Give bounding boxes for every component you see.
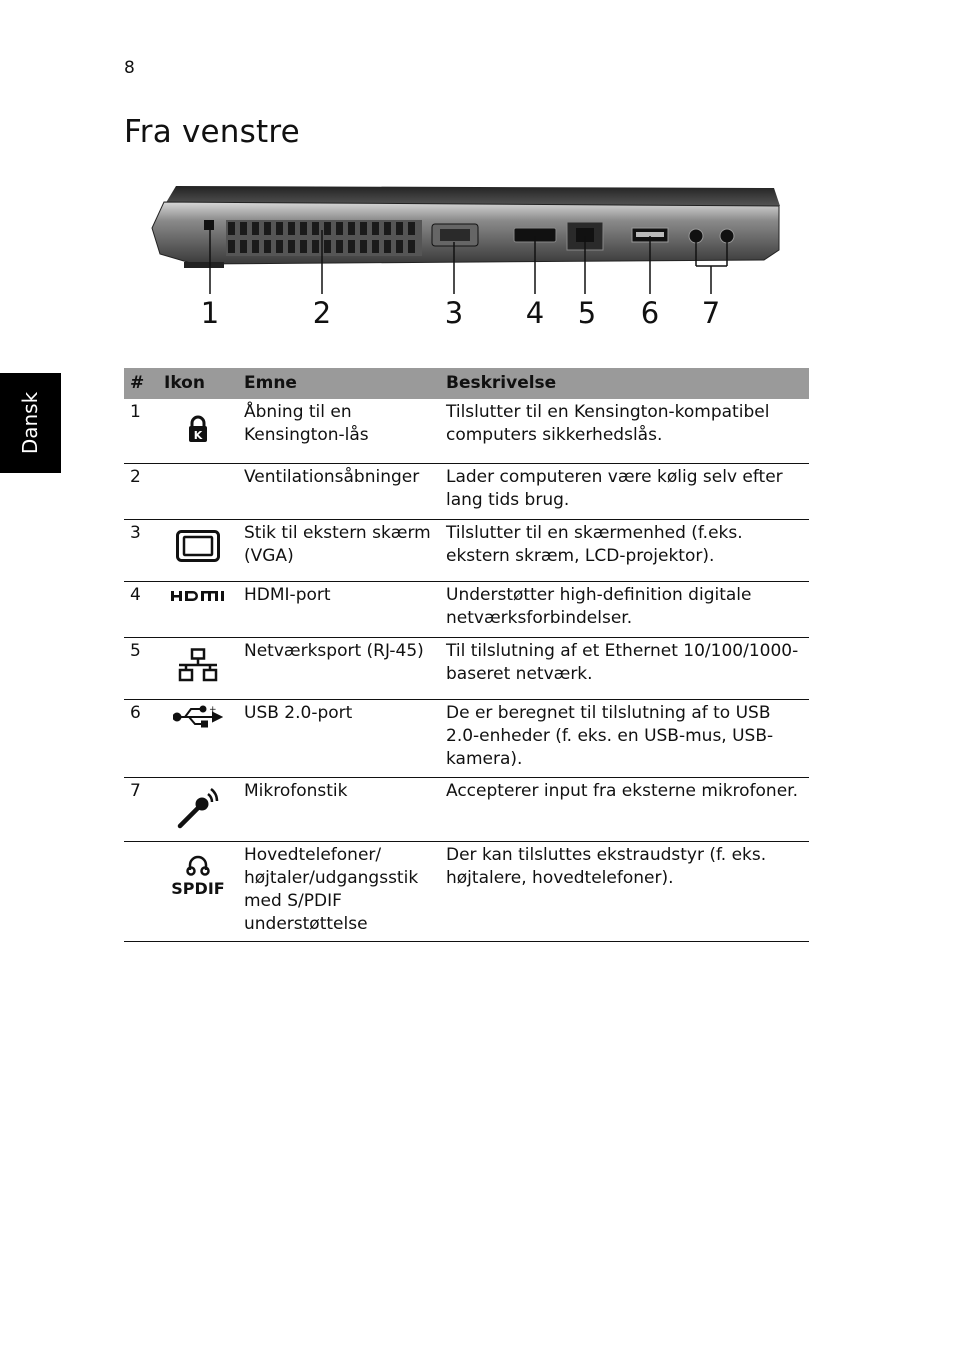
- row-num: 2: [124, 463, 158, 519]
- laptop-side-illustration: [124, 176, 814, 296]
- callout-7: 7: [701, 296, 721, 330]
- row-description: De er beregnet til tilslutning af to USB 2.0-enheder (f. eks. en USB-mus, USB-kamera).: [440, 699, 809, 777]
- table-row: [124, 699, 809, 777]
- callout-5: 5: [577, 296, 597, 330]
- callout-4: 4: [525, 296, 545, 330]
- microphone-icon: [176, 786, 220, 830]
- row-description: Accepterer input fra eksterne mikrofoner.: [440, 777, 809, 841]
- row-num: 6: [124, 699, 158, 777]
- row-item: Stik til ekstern skærm (VGA): [238, 519, 440, 581]
- row-description: Understøtter high-definition digitale netværksforbindelser.: [440, 581, 809, 637]
- table-row: [124, 637, 809, 699]
- row-item: HDMI-port: [238, 581, 440, 637]
- ports-table: [124, 368, 809, 942]
- headphone-spdif-icon: [164, 854, 232, 897]
- page-title: Fra venstre: [124, 114, 300, 150]
- row-num: 4: [124, 581, 158, 637]
- table-row: [124, 519, 809, 581]
- header-num: #: [124, 368, 158, 399]
- row-description: Tilslutter til en skærmenhed (f.eks. ekstern skræm, LCD-projektor).: [440, 519, 809, 581]
- table-header-row: [124, 368, 809, 399]
- kensington-lock-icon: [187, 415, 209, 443]
- row-num: 7: [124, 777, 158, 841]
- spdif-label: SPDIF: [171, 878, 225, 898]
- row-item: Hovedtelefoner/ højtaler/udgangsstik med S/PDIF understøttelse: [238, 841, 440, 941]
- row-num: 1: [124, 399, 158, 463]
- row-description: Lader computeren være kølig selv efter lang tids brug.: [440, 463, 809, 519]
- row-item: Netværksport (RJ-45): [238, 637, 440, 699]
- language-side-tab: [0, 373, 61, 473]
- row-item: Åbning til en Kensington-lås: [238, 399, 440, 463]
- callout-3: 3: [444, 296, 464, 330]
- callout-1: 1: [200, 296, 220, 330]
- row-description: Der kan tilsluttes ekstraudstyr (f. eks. højtalere, hovedtelefoner).: [440, 841, 809, 941]
- svg-text:+: +: [209, 704, 217, 715]
- table-row: [124, 777, 809, 841]
- row-num: 5: [124, 637, 158, 699]
- table-row: [124, 463, 809, 519]
- hdmi-icon: [170, 589, 226, 603]
- network-icon: [176, 648, 220, 682]
- header-icon: Ikon: [158, 368, 238, 399]
- callout-6: 6: [640, 296, 660, 330]
- svg-text:K: K: [193, 429, 203, 442]
- language-label: Dansk: [18, 391, 42, 455]
- row-description: Til tilslutning af et Ethernet 10/100/1000-baseret netværk.: [440, 637, 809, 699]
- vga-monitor-icon: [176, 530, 220, 562]
- table-row: [124, 399, 809, 463]
- row-description: Tilslutter til en Kensington-kompatibel computers sikkerhedslås.: [440, 399, 809, 463]
- header-item: Emne: [238, 368, 440, 399]
- table-row: [124, 581, 809, 637]
- usb-icon: [173, 704, 223, 728]
- row-item: Mikrofonstik: [238, 777, 440, 841]
- headphone-icon: [186, 854, 210, 876]
- row-item: USB 2.0-port: [238, 699, 440, 777]
- row-num: [124, 841, 158, 941]
- header-description: Beskrivelse: [440, 368, 809, 399]
- table-row: [124, 841, 809, 941]
- row-item: Ventilationsåbninger: [238, 463, 440, 519]
- row-num: 3: [124, 519, 158, 581]
- page-number: 8: [124, 58, 135, 78]
- laptop-left-side-figure: [124, 176, 814, 336]
- callout-2: 2: [312, 296, 332, 330]
